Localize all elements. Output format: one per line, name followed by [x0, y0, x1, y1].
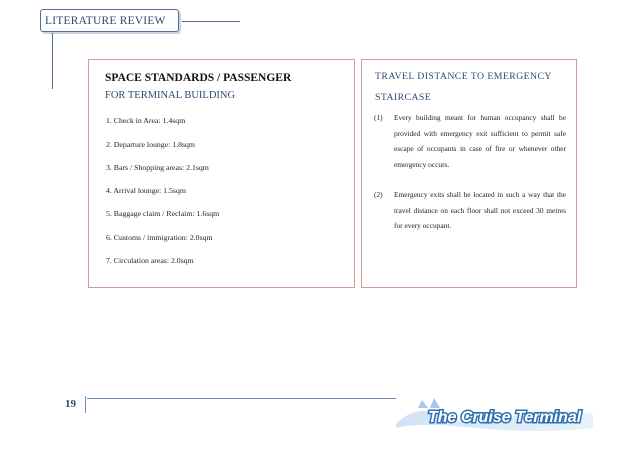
header-rule	[182, 21, 240, 22]
section-label: LITERATURE REVIEW	[45, 14, 166, 27]
footer-rule	[87, 398, 396, 399]
space-standards-title: SPACE STANDARDS / PASSENGER	[105, 72, 292, 84]
standard-item: 5. Baggage claim / Reclaim: 1.6sqm	[106, 209, 220, 218]
left-vertical-rule	[52, 33, 53, 89]
logo-text: The Cruise Terminal	[428, 409, 582, 426]
space-standards-subtitle: FOR TERMINAL BUILDING	[105, 90, 236, 101]
logo-graphic	[388, 394, 602, 434]
rule-item	[374, 187, 566, 234]
standard-item: 2. Departure lounge: 1.8sqm	[106, 140, 195, 149]
standard-item: 1. Check in Area: 1.4sqm	[106, 116, 186, 125]
page-number: 19	[65, 398, 76, 410]
page-number-divider	[85, 396, 86, 413]
section-header-tab	[40, 9, 179, 32]
standard-item: 6. Customs / immigration: 2.0sqm	[106, 233, 213, 242]
standard-item: 7. Circulation areas: 2.0sqm	[106, 256, 194, 265]
rule-number: (1)	[374, 113, 383, 122]
rule-item	[374, 110, 566, 172]
rule-text: Every building meant for human occupancy shall be provided with emergency exit sufficient to permit safe escape of occupants in case of fire or whenever other emergency occurs.	[394, 113, 566, 169]
travel-distance-box	[361, 59, 577, 288]
standard-item: 3. Bars / Shopping areas: 2.1sqm	[106, 163, 209, 172]
rule-text: Emergency exits shall be located in such a way that the travel distance on each floor shall not exceed 30 metres for every occupant.	[394, 190, 566, 230]
space-standards-box	[88, 59, 355, 288]
logo-sail-shape	[418, 398, 440, 408]
rule-number: (2)	[374, 190, 383, 199]
cruise-terminal-logo	[388, 394, 602, 434]
travel-distance-title: TRAVEL DISTANCE TO EMERGENCY	[375, 71, 552, 82]
standard-item: 4. Arrival lounge: 1.5sqm	[106, 186, 186, 195]
travel-distance-title-cont: STAIRCASE	[375, 92, 432, 103]
